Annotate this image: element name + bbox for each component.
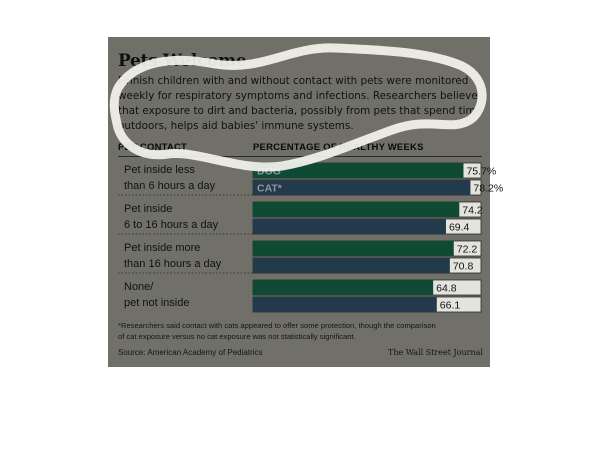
bar-cat <box>253 297 437 312</box>
footnote <box>118 320 486 342</box>
row-label-line: Pet inside more <box>124 242 201 254</box>
bar-cat <box>253 258 450 273</box>
row-label-line: than 6 hours a day <box>124 180 216 192</box>
row-label-line: None/ <box>124 281 154 293</box>
bar-value-label: 70.8 <box>452 260 474 273</box>
bar-value-label: 78.2% <box>473 182 504 195</box>
row-label-line: Pet inside <box>124 203 173 215</box>
row-label-line: 6 to 16 hours a day <box>124 219 219 231</box>
bar-dog <box>253 163 463 178</box>
bar-value-label: 66.1 <box>439 299 461 312</box>
bar-cat <box>253 180 470 195</box>
bar-dog <box>253 280 433 295</box>
bar-value-label: 74.2 <box>462 204 483 217</box>
chart-card <box>108 37 504 367</box>
intro-line: Finnish children with and without contact with pets were monitored <box>118 75 469 87</box>
intro-line: outdoors, helps aid babies' immune systems. <box>118 120 354 132</box>
column-header-pet-contact: PET CONTACT <box>118 142 188 153</box>
credit-text: The Wall Street Journal <box>388 348 483 357</box>
bar-chart <box>108 37 504 367</box>
footnote-line: of cat exposure versus no cat exposure was not statistically significant. <box>118 332 356 341</box>
bar-value-label: 69.4 <box>448 221 470 234</box>
intro-line: weekly for respiratory symptoms and infections. Researchers believe <box>118 90 478 102</box>
bar-dog <box>253 202 459 217</box>
bar-cat <box>253 219 446 234</box>
row-label-line: Pet inside less <box>124 164 195 176</box>
row-label-line: pet not inside <box>124 297 190 309</box>
series-label-dog: DOG <box>257 165 281 178</box>
chart-title: Pets Welcome <box>118 51 247 71</box>
bar-value-label: 64.8 <box>436 282 457 295</box>
series-label-cat: CAT* <box>257 182 282 195</box>
row-label-line: than 16 hours a day <box>124 258 222 270</box>
source-text: Source: American Academy of Pediatrics <box>118 348 263 357</box>
bar-dog <box>253 241 454 256</box>
intro-line: that exposure to dirt and bacteria, possibly from pets that spend time <box>118 105 483 117</box>
bar-value-label: 72.2 <box>456 243 478 256</box>
column-header-percentage: PERCENTAGE OF HEALTHY WEEKS <box>253 142 424 153</box>
bar-value-label: 75.7% <box>466 165 497 178</box>
footnote-line: *Researchers said contact with cats appeared to offer some protection, though the comparison <box>118 321 436 330</box>
